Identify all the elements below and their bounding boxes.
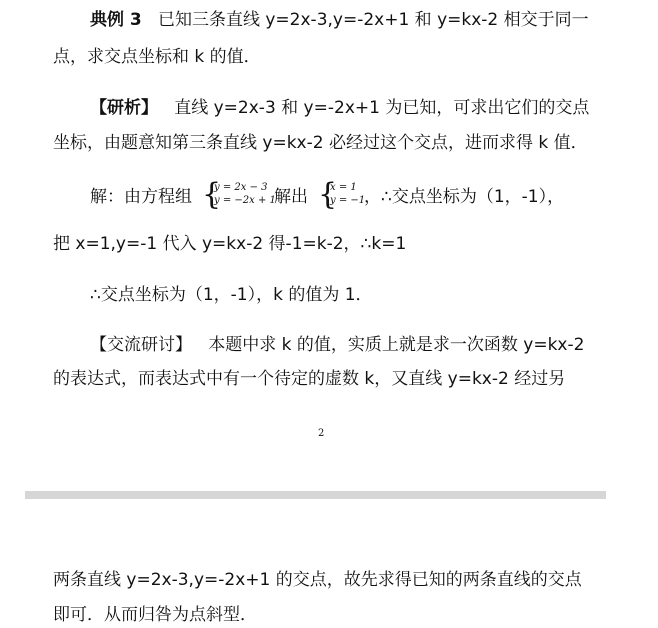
example-line-2: 点，求交点坐标和 k 的值． bbox=[53, 47, 261, 67]
page2-line-2: 即可．从而归咎为点斜型． bbox=[53, 605, 257, 625]
system-1-eq-2: y = −2x + 1 bbox=[214, 195, 276, 206]
solution-suffix: ，∴交点坐标为（1，-1）， bbox=[364, 187, 565, 207]
analysis-line-1 bbox=[90, 97, 589, 119]
system-2-eq-1: x = 1 bbox=[330, 182, 357, 193]
analysis-heading: 【研析】 bbox=[90, 98, 158, 118]
page-number: 2 bbox=[318, 428, 325, 439]
discussion-heading: 【交流研讨】 bbox=[90, 335, 192, 355]
solution-prefix: 解：由方程组 bbox=[90, 187, 192, 207]
discussion-line-1 bbox=[90, 334, 584, 356]
system-1-eq-1: y = 2x − 3 bbox=[214, 182, 268, 193]
example-text: 已知三条直线 y=2x-3,y=-2x+1 和 y=kx-2 相交于同一 bbox=[157, 10, 589, 30]
example-heading: 典例 3 bbox=[90, 10, 142, 30]
conclusion-line: ∴交点坐标为（1，-1），k 的值为 1． bbox=[90, 285, 373, 305]
analysis-line-2: 坐标，由题意知第三条直线 y=kx-2 必经过这个交点，进而求得 k 值． bbox=[53, 133, 588, 153]
solution-mid: 解出 bbox=[274, 187, 308, 207]
system-2-eq-2: y = −1 bbox=[330, 195, 366, 206]
page2-line-1: 两条直线 y=2x-3,y=-2x+1 的交点，故先求得已知的两条直线的交点 bbox=[53, 570, 582, 590]
discussion-line-2: 的表达式，而表达式中有一个待定的虚数 k，又直线 y=kx-2 经过另 bbox=[53, 369, 566, 389]
discussion-text: 本题中求 k 的值，实质上就是求一次函数 y=kx-2 bbox=[208, 335, 585, 355]
example-line-1 bbox=[90, 9, 589, 31]
left-brace-2: { bbox=[318, 177, 338, 212]
left-brace-1: { bbox=[202, 177, 222, 212]
page-divider bbox=[25, 491, 606, 499]
analysis-text: 直线 y=2x-3 和 y=-2x+1 为已知，可求出它们的交点 bbox=[174, 98, 590, 118]
system-2 bbox=[330, 181, 365, 207]
substitution-line: 把 x=1,y=-1 代入 y=kx-2 得-1=k-2，∴k=1 bbox=[53, 234, 407, 254]
system-1 bbox=[214, 181, 276, 207]
